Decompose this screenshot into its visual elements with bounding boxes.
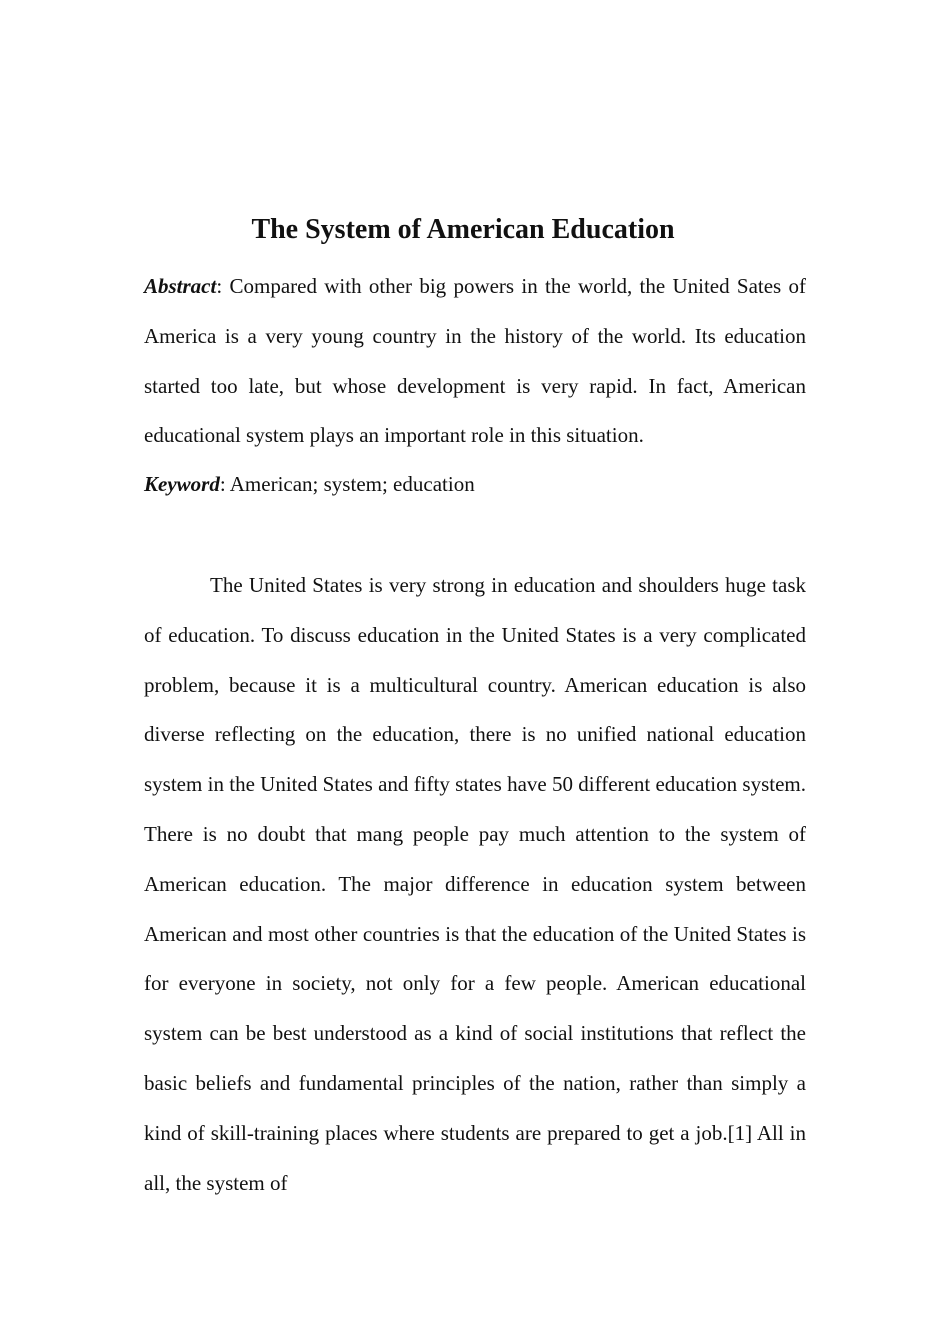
abstract-paragraph [144, 262, 806, 461]
body-paragraph-text: The United States is very strong in education and shoulders huge task of education. To discuss education in the United States is a very complicated problem, because it is a multicultural country. American education is also diverse reflecting on the education, there is no unified national education system in the United States and fifty states have 50 different education system. There is no doubt that mang people pay much attention to the system of American education. The major difference in education system between American and most other countries is that the education of the United States is for everyone in society, not only for a few people. American educational system can be best understood as a kind of social institutions that reflect the basic beliefs and fundamental principles of the nation, rather than simply a kind of skill-training places where students are prepared to get a job.[1] All in all, the system of [144, 573, 806, 1195]
abstract-separator: : [216, 274, 223, 298]
keyword-separator: : [219, 472, 226, 496]
keyword-paragraph [144, 460, 806, 510]
abstract-text: Compared with other big powers in the world, the United Sates of America is a very young country in the history of the world. Its education started too late, but whose development is very rapid. In fact, American educational system plays an important role in this situation. [144, 274, 806, 448]
body-paragraph [144, 561, 806, 1208]
abstract-label: Abstract [144, 274, 217, 298]
keyword-text: American; system; education [225, 472, 475, 496]
keyword-label: Keyword [144, 472, 220, 496]
document-title: The System of American Education [251, 214, 675, 245]
